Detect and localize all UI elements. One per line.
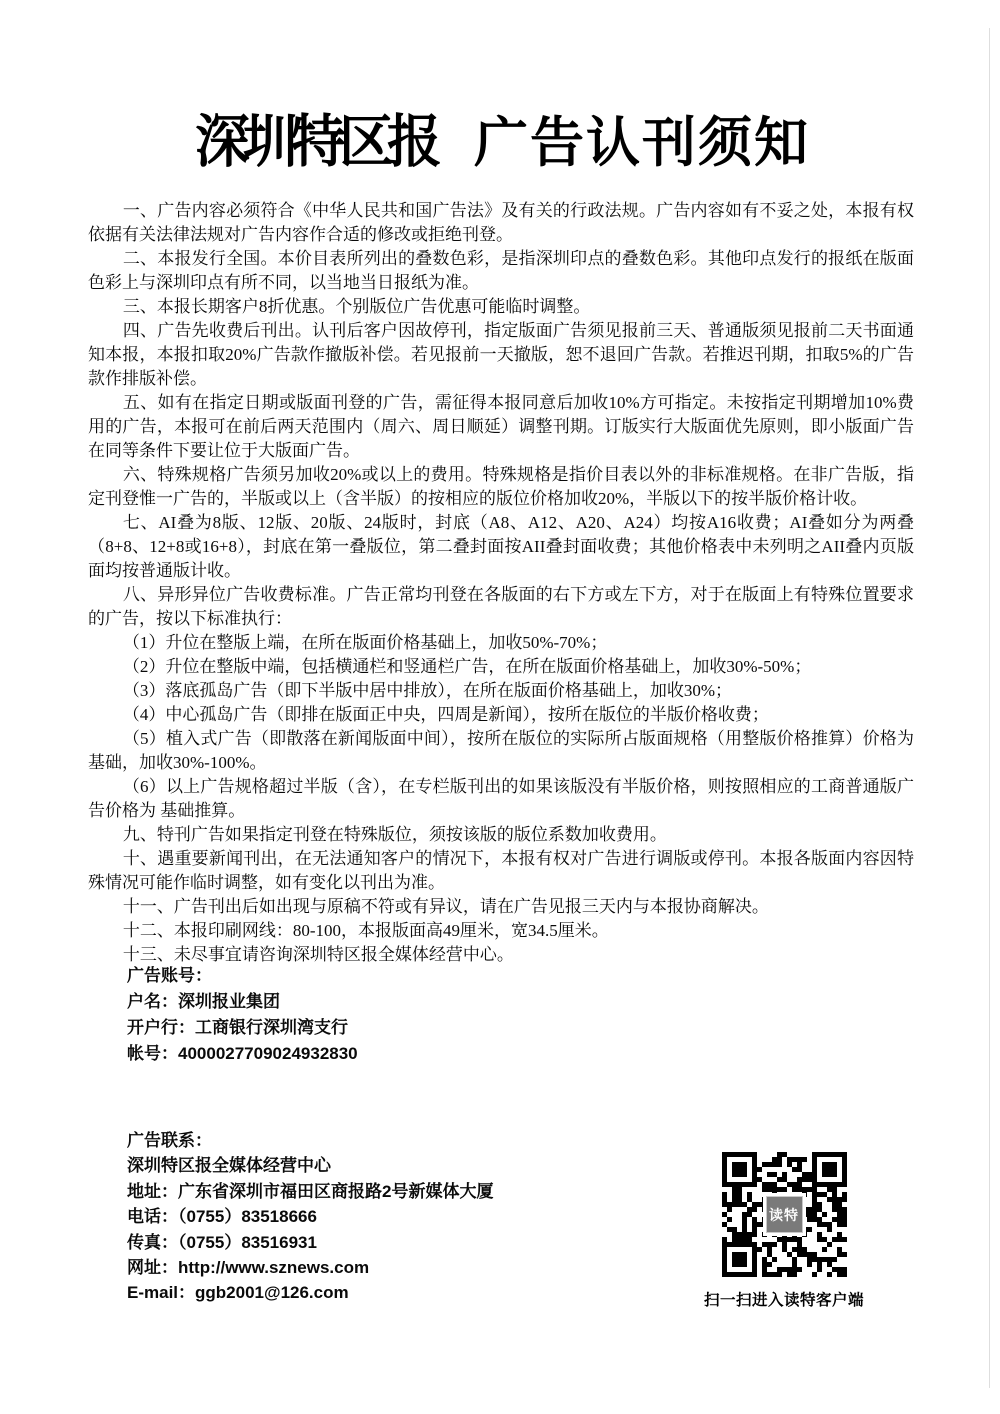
contact-section: [127, 1128, 493, 1306]
term-subitem-4: （4）中心孤岛广告（即排在版面正中央，四周是新闻），按所在版位的半版价格收费；: [122, 705, 769, 724]
contact-email-line: E-mail：ggb2001@126.com: [127, 1283, 349, 1303]
qr-code: [722, 1152, 847, 1277]
qr-center-label: 读特: [766, 1196, 803, 1233]
page-title: [0, 96, 1000, 178]
terms-list: [88, 199, 914, 967]
page-edge-artifact: [989, 28, 990, 1388]
term-paragraph-6: 六、特殊规格广告须另加收20%或以上的费用。特殊规格是指价目表以外的非标准规格。在非广告版，指定刊登惟一广告的，半版或以上（含半版）的按相应的版位价格加收20%，半版以下的按半版价格计收。: [88, 465, 914, 508]
contact-fax-line: 传真：（0755）83516931: [127, 1232, 317, 1252]
account-name-line: 户名：深圳报业集团: [127, 992, 280, 1011]
term-paragraph-9: 九、特刊广告如果指定刊登在特殊版位，须按该版的版位系数加收费用。: [122, 825, 667, 844]
term-paragraph-12: 十二、本报印刷网线：80-100，本报版面高49厘米，宽34.5厘米。: [122, 921, 609, 940]
newspaper-masthead: 深圳特区报: [195, 111, 435, 174]
account-number-line: 帐号：4000027709024932830: [127, 1044, 358, 1063]
term-subitem-5: （5）植入式广告（即散落在新闻版面中间），按所在版位的实际所占版面规格（用整版价格推算）价格为基础，加收30%-100%。: [88, 729, 914, 772]
term-subitem-2: （2）升位在整版中端，包括横通栏和竖通栏广告，在所在版面价格基础上，加收30%-50%；: [122, 657, 812, 676]
contact-address-line: 地址：广东省深圳市福田区商报路2号新媒体大厦: [127, 1181, 494, 1201]
qr-caption: 扫一扫进入读特客户端: [703, 1292, 864, 1309]
contact-center-line: 深圳特区报全媒体经营中心: [127, 1156, 331, 1176]
account-heading: 广告账号：: [127, 966, 212, 985]
term-paragraph-8: 八、异形异位广告收费标准。广告正常均刊登在各版面的右下方或左下方，对于在版面上有特殊位置要求的广告，按以下标准执行：: [88, 585, 914, 628]
term-paragraph-2: 二、本报发行全国。本价目表所列出的叠数色彩，是指深圳印点的叠数色彩。其他印点发行的报纸在版面色彩上与深圳印点有所不同，以当地当日报纸为准。: [88, 249, 914, 292]
contact-phone-line: 电话：（0755）83518666: [127, 1207, 317, 1227]
term-paragraph-10: 十、遇重要新闻刊出，在无法通知客户的情况下，本报有权对广告进行调版或停刊。本报各版面内容因特殊情况可能作临时调整，如有变化以刊出为准。: [88, 849, 914, 892]
title-subject: 广告认刊须知: [474, 113, 810, 173]
term-paragraph-7: 七、AI叠为8版、12版、20版、24版时，封底（A8、A12、A20、A24）均按A16收费；AI叠如分为两叠（8+8、12+8或16+8），封底在第一叠版位，第二叠封面按AII叠封面收费；其他价格表中未列明之AII叠内页版面均按普通版计收。: [88, 513, 914, 580]
term-paragraph-1: 一、广告内容必须符合《中华人民共和国广告法》及有关的行政法规。广告内容如有不妥之处，本报有权依据有关法律法规对广告内容作合适的修改或拒绝刊登。: [88, 201, 914, 244]
account-bank-line: 开户行：工商银行深圳湾支行: [127, 1018, 348, 1037]
contact-heading: 广告联系：: [127, 1131, 212, 1150]
term-subitem-1: （1）升位在整版上端，在所在版面价格基础上，加收50%-70%；: [122, 633, 608, 652]
account-section: [127, 963, 358, 1067]
term-subitem-3: （3）落底孤岛广告（即下半版中居中排放），在所在版面价格基础上，加收30%；: [122, 681, 733, 700]
term-paragraph-4: 四、广告先收费后刊出。认刊后客户因故停刊，指定版面广告须见报前三天、普通版须见报前二天书面通知本报，本报扣取20%广告款作撤版补偿。若见报前一天撤版，恕不退回广告款。若推迟刊期，扣取5%的广告款作排版补偿。: [88, 321, 914, 388]
qr-block: [698, 1152, 870, 1310]
term-paragraph-13: 十三、未尽事宜请咨询深圳特区报全媒体经营中心。: [122, 945, 514, 964]
term-paragraph-5: 五、如有在指定日期或版面刊登的广告，需征得本报同意后加收10%方可指定。未按指定刊期增加10%费用的广告，本报可在前后两天范围内（周六、周日顺延）调整刊期。订版实行大版面优先原则，即小版面广告在同等条件下要让位于大版面广告。: [88, 393, 914, 460]
contact-website-line: 网址：http://www.sznews.com: [127, 1258, 370, 1278]
term-subitem-6: （6）以上广告规格超过半版（含），在专栏版刊出的如果该版没有半版价格，则按照相应的工商普通版广告价格为 基础推算。: [88, 777, 914, 820]
term-paragraph-11: 十一、广告刊出后如出现与原稿不符或有异议，请在广告见报三天内与本报协商解决。: [122, 897, 769, 916]
term-paragraph-3: 三、本报长期客户8折优惠。个别版位广告优惠可能临时调整。: [122, 297, 591, 316]
